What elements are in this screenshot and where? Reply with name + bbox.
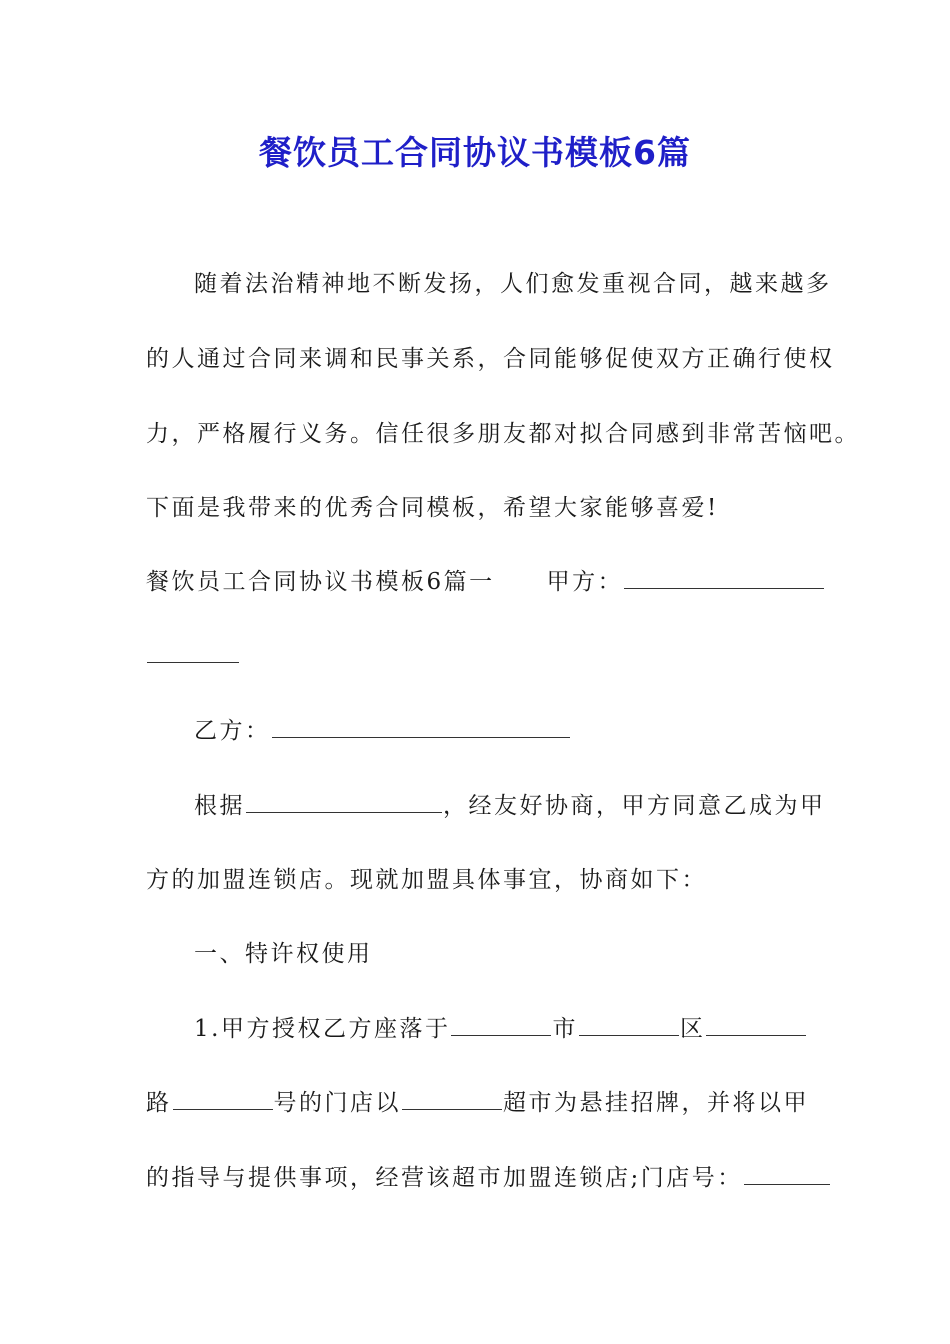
party-b-blank: [272, 715, 570, 738]
brand-blank: [402, 1087, 502, 1110]
clause1-line-1: [194, 1013, 807, 1045]
basis-line-2: 方的加盟连锁店。现就加盟具体事宜，协商如下：: [146, 867, 707, 893]
clause1-line2-end: 超市为悬挂招牌，并将以甲: [503, 1090, 809, 1116]
intro-line-1: 随着法治精神地不断发扬，人们愈发重视合同，越来越多: [194, 271, 832, 297]
party-b-row: [194, 715, 571, 747]
intro-line-2: 的人通过合同来调和民事关系，合同能够促使双方正确行使权: [146, 346, 835, 372]
basis-blank: [246, 790, 442, 813]
clause1-line-3: [146, 1162, 831, 1194]
number-label: 号的门店以: [273, 1090, 401, 1116]
intro-line-4: 下面是我带来的优秀合同模板，希望大家能够喜爱!: [146, 495, 719, 521]
section-heading: 餐饮员工合同协议书模板6篇一: [146, 569, 495, 595]
basis-line-1: [194, 790, 826, 822]
clause1-line3-text: 的指导与提供事项，经营该超市加盟连锁店;门店号：: [146, 1165, 743, 1191]
basis-prefix: 根据: [194, 793, 245, 819]
party-b-label: 乙方：: [194, 718, 271, 744]
party-a-blank-continued: [147, 640, 239, 663]
city-label: 市: [552, 1016, 578, 1042]
party-a-label: 甲方：: [546, 569, 624, 595]
clause1-part1: 1.甲方授权乙方座落于: [194, 1016, 451, 1042]
basis-suffix: ，经友好协商，甲方同意乙成为甲: [443, 793, 826, 819]
section-heading-row: [146, 566, 825, 598]
store-number-blank: [744, 1162, 830, 1185]
clause-title: 一、特许权使用: [194, 941, 373, 967]
party-a-continuation: [146, 640, 240, 672]
city-blank: [451, 1013, 551, 1036]
clause1-line-2: [146, 1087, 809, 1119]
document-title: 餐饮员工合同协议书模板6篇: [259, 133, 691, 172]
party-a-blank: [624, 566, 824, 589]
road-label: 路: [146, 1090, 172, 1116]
road-blank: [706, 1013, 806, 1036]
number-blank: [173, 1087, 273, 1110]
district-blank: [579, 1013, 679, 1036]
district-label: 区: [679, 1016, 706, 1042]
intro-line-3: 力，严格履行义务。信任很多朋友都对拟合同感到非常苦恼吧。: [146, 421, 860, 447]
